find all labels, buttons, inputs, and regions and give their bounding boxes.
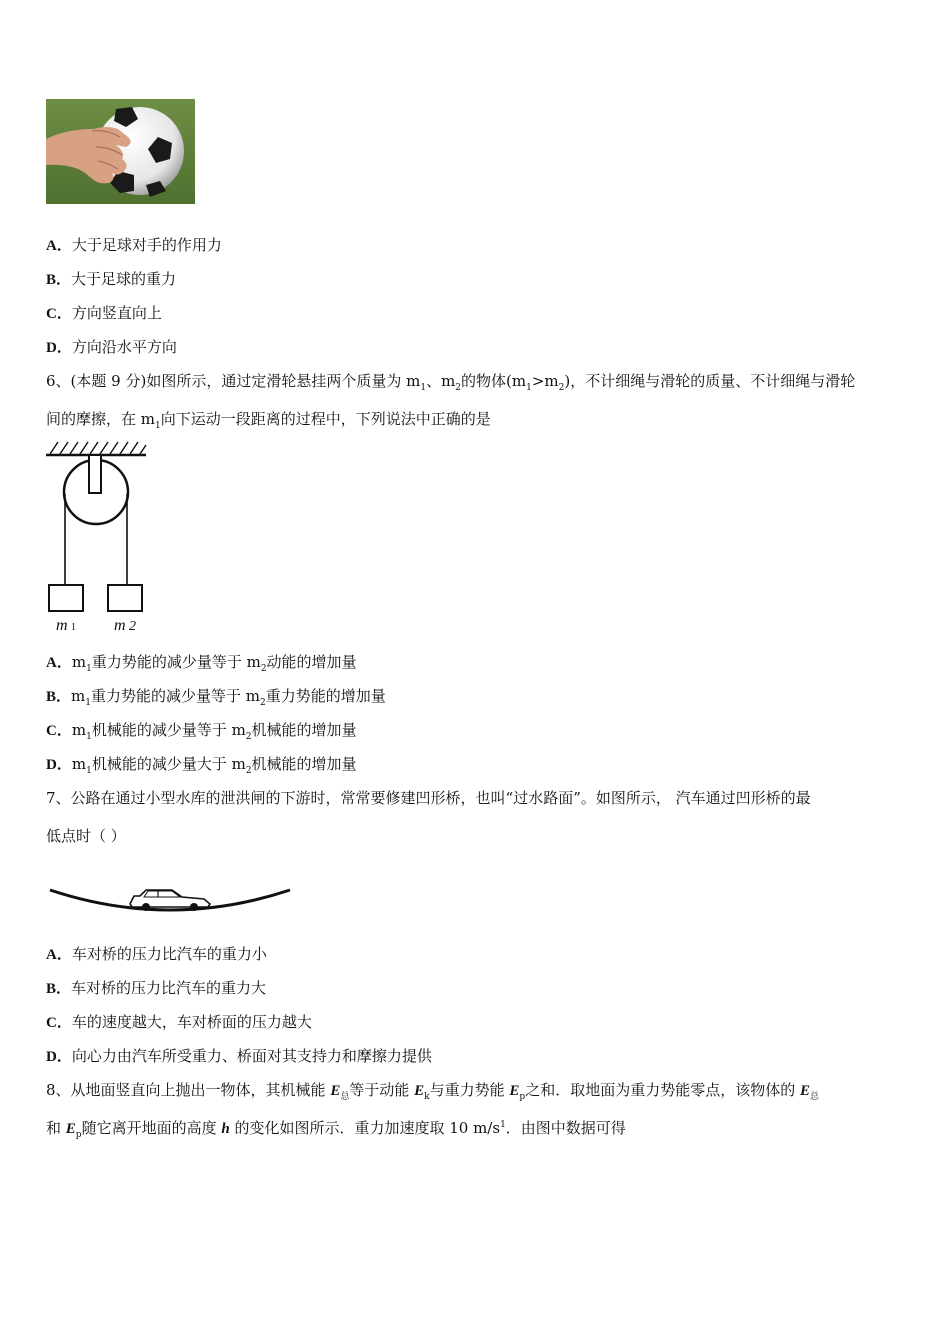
- q6-option-c: C．$m_1$机械能的减少量等于 $m_2$机械能的增加量: [46, 721, 357, 742]
- pulley-diagram: [44, 440, 150, 636]
- label-m1-sub: 1: [71, 622, 76, 633]
- q8-stem-line2: 和 $E_p$随它离开地面的高度 h 的变化如图所示．重力加速度取 10 $m/s^1$．由图中数据可得: [46, 1119, 626, 1140]
- q6-option-d: D．$m_1$机械能的减少量大于 $m_2$机械能的增加量: [46, 755, 357, 776]
- q7-option-b: B．车对桥的压力比汽车的重力大: [46, 979, 267, 997]
- q5-option-c: C．方向竖直向上: [46, 304, 162, 322]
- q6-option-b: B．$m_1$重力势能的减少量等于 $m_2$重力势能的增加量: [46, 687, 386, 708]
- label-m2-sub: 2: [129, 619, 136, 634]
- q7-stem-line2: 低点时（ ）: [46, 827, 126, 845]
- q7-option-c: C．车的速度越大，车对桥面的压力越大: [46, 1013, 312, 1031]
- q5-option-d: D．方向沿水平方向: [46, 338, 177, 356]
- q7-option-a: A．车对桥的压力比汽车的重力小: [46, 945, 267, 963]
- q6-stem-line1: 6、(本题 9 分)如图所示，通过定滑轮悬挂两个质量为 $m_1$、$m_2$的物体$(m_1>m_2)$，不计细绳与滑轮的质量、不计细绳与滑轮: [46, 372, 856, 393]
- label-m1: m: [56, 617, 68, 634]
- q8-stem-line1: 8、从地面竖直向上抛出一物体，其机械能 $E_总$等于动能 $E_k$与重力势能 $E_p$之和．取地面为重力势能零点，该物体的 $E_总$: [46, 1081, 819, 1102]
- q7-option-d: D．向心力由汽车所受重力、桥面对其支持力和摩擦力提供: [46, 1047, 432, 1065]
- q6-option-a: A．$m_1$重力势能的减少量等于 $m_2$动能的增加量: [46, 653, 357, 674]
- q7-stem-line1: 7、公路在通过小型水库的泄洪闸的下游时，常常要修建凹形桥，也叫“过水路面”。如图所示， 汽车通过凹形桥的最: [46, 789, 811, 807]
- q5-option-a: A．大于足球对手的作用力: [46, 236, 222, 254]
- q5-option-b: B．大于足球的重力: [46, 270, 177, 288]
- q6-stem-line2: 间的摩擦，在 $m_1$向下运动一段距离的过程中，下列说法中正确的是: [46, 410, 491, 431]
- soccer-ball-image: [46, 99, 195, 204]
- concave-bridge-diagram: [48, 880, 294, 920]
- label-m2: m: [114, 617, 126, 634]
